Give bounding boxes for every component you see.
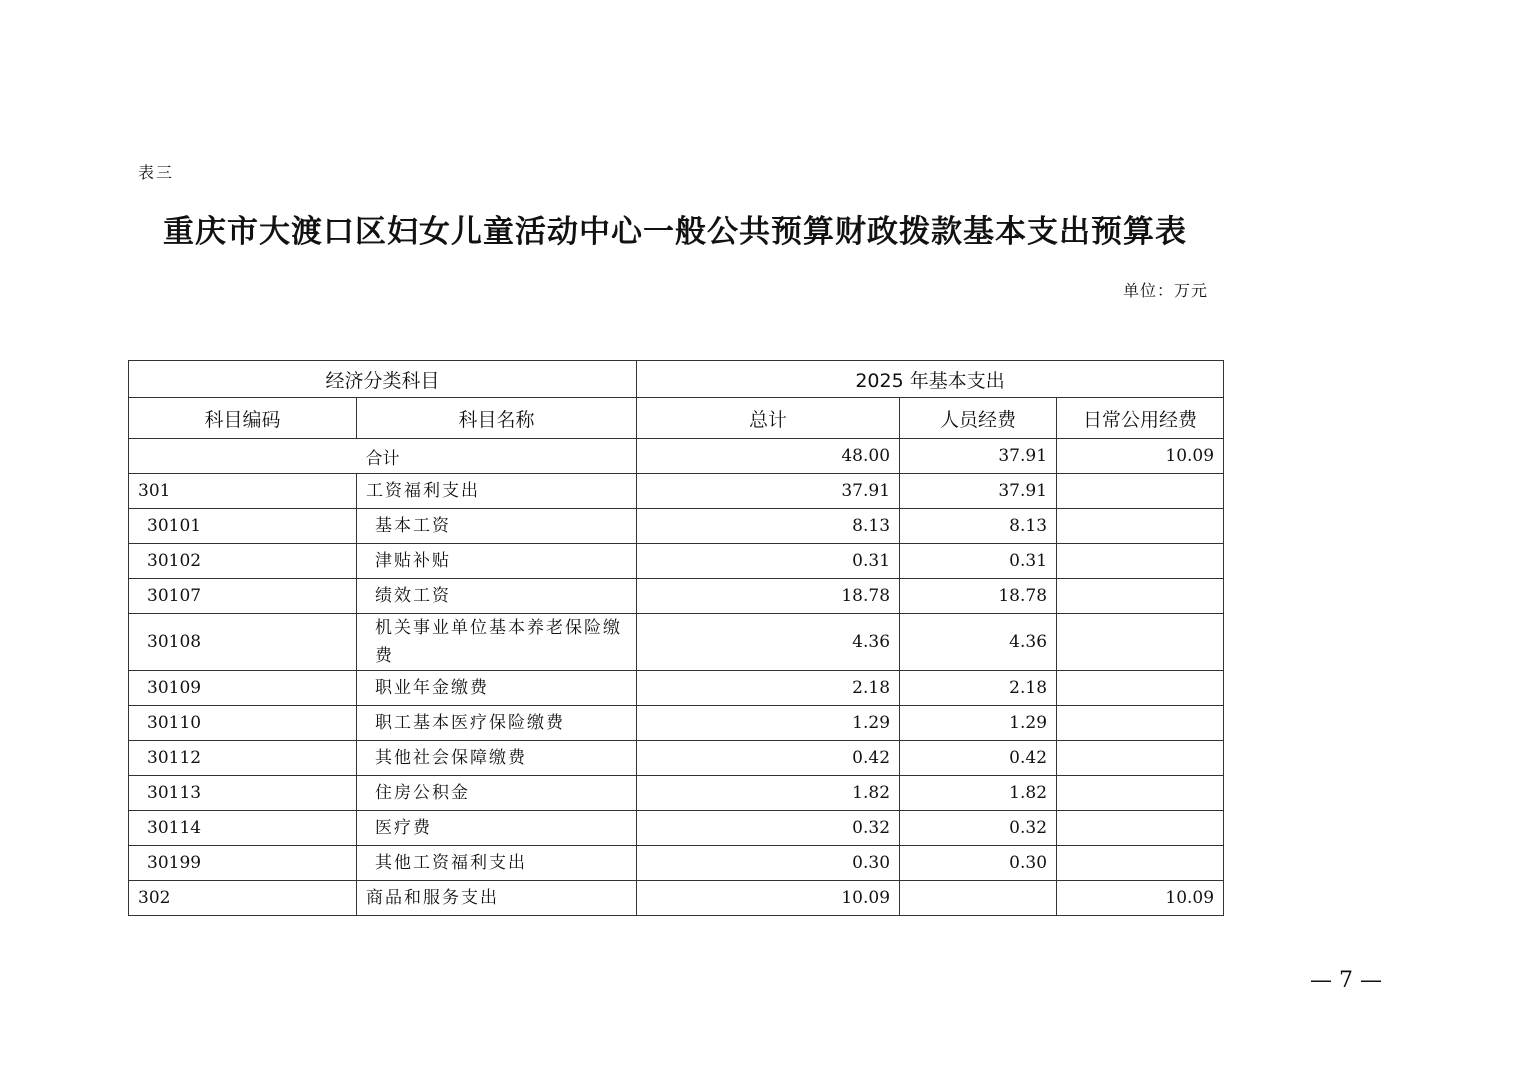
budget-table (128, 360, 1224, 916)
unit-note: 单位：万元 (1123, 281, 1209, 300)
cell-total: 10.09 (637, 881, 900, 916)
cell-code: 30107 (129, 579, 357, 614)
cell-name: 其他工资福利支出 (357, 846, 637, 881)
total-public: 10.09 (1057, 439, 1224, 474)
cell-total: 0.31 (637, 544, 900, 579)
cell-name: 职工基本医疗保险缴费 (357, 706, 637, 741)
page-title: 重庆市大渡口区妇女儿童活动中心一般公共预算财政拨款基本支出预算表 (163, 214, 1187, 250)
column-header-total: 总计 (637, 398, 900, 439)
table-row (129, 671, 1224, 706)
total-label: 合计 (129, 439, 637, 474)
table-row (129, 881, 1224, 916)
total-amount: 48.00 (637, 439, 900, 474)
cell-total: 18.78 (637, 579, 900, 614)
cell-personnel: 0.30 (900, 846, 1057, 881)
column-header-row (129, 398, 1224, 439)
cell-code: 30102 (129, 544, 357, 579)
cell-public (1057, 474, 1224, 509)
table-row (129, 776, 1224, 811)
cell-total: 0.30 (637, 846, 900, 881)
cell-total: 1.29 (637, 706, 900, 741)
cell-total: 8.13 (637, 509, 900, 544)
cell-name: 医疗费 (357, 811, 637, 846)
cell-name: 住房公积金 (357, 776, 637, 811)
column-header-code: 科目编码 (129, 398, 357, 439)
cell-name: 商品和服务支出 (357, 881, 637, 916)
cell-personnel (900, 881, 1057, 916)
cell-personnel: 1.82 (900, 776, 1057, 811)
cell-public: 10.09 (1057, 881, 1224, 916)
cell-personnel: 0.31 (900, 544, 1057, 579)
cell-personnel: 4.36 (900, 614, 1057, 671)
cell-code: 30114 (129, 811, 357, 846)
cell-personnel: 8.13 (900, 509, 1057, 544)
page-number: — 7 — (1310, 968, 1382, 993)
cell-personnel: 2.18 (900, 671, 1057, 706)
total-row (129, 439, 1224, 474)
cell-total: 0.32 (637, 811, 900, 846)
cell-public (1057, 776, 1224, 811)
table-row (129, 579, 1224, 614)
table-row (129, 706, 1224, 741)
cell-total: 0.42 (637, 741, 900, 776)
cell-public (1057, 846, 1224, 881)
cell-name: 其他社会保障缴费 (357, 741, 637, 776)
cell-public (1057, 544, 1224, 579)
cell-public (1057, 741, 1224, 776)
cell-name: 职业年金缴费 (357, 671, 637, 706)
table-row (129, 509, 1224, 544)
table-row (129, 846, 1224, 881)
cell-public (1057, 579, 1224, 614)
cell-name: 津贴补贴 (357, 544, 637, 579)
cell-code: 30112 (129, 741, 357, 776)
cell-name: 机关事业单位基本养老保险缴费 (357, 614, 637, 671)
table-row (129, 741, 1224, 776)
table-row (129, 811, 1224, 846)
group-header-row (129, 361, 1224, 398)
cell-public (1057, 706, 1224, 741)
cell-public (1057, 811, 1224, 846)
cell-code: 30108 (129, 614, 357, 671)
cell-total: 4.36 (637, 614, 900, 671)
table-label: 表三 (138, 163, 175, 182)
cell-total: 1.82 (637, 776, 900, 811)
cell-code: 30109 (129, 671, 357, 706)
cell-total: 37.91 (637, 474, 900, 509)
table-row (129, 614, 1224, 671)
table-row (129, 474, 1224, 509)
cell-total: 2.18 (637, 671, 900, 706)
cell-personnel: 1.29 (900, 706, 1057, 741)
cell-personnel: 37.91 (900, 474, 1057, 509)
cell-personnel: 0.42 (900, 741, 1057, 776)
cell-code: 30110 (129, 706, 357, 741)
cell-personnel: 0.32 (900, 811, 1057, 846)
cell-public (1057, 671, 1224, 706)
cell-personnel: 18.78 (900, 579, 1057, 614)
table-row (129, 544, 1224, 579)
column-header-public: 日常公用经费 (1057, 398, 1224, 439)
total-personnel: 37.91 (900, 439, 1057, 474)
cell-code: 30113 (129, 776, 357, 811)
column-header-personnel: 人员经费 (900, 398, 1057, 439)
cell-name: 基本工资 (357, 509, 637, 544)
cell-code: 301 (129, 474, 357, 509)
cell-name: 工资福利支出 (357, 474, 637, 509)
cell-public (1057, 509, 1224, 544)
group-header-classification: 经济分类科目 (129, 361, 637, 398)
group-header-expenditure: 2025 年基本支出 (637, 361, 1224, 398)
cell-name: 绩效工资 (357, 579, 637, 614)
cell-code: 30101 (129, 509, 357, 544)
cell-code: 302 (129, 881, 357, 916)
cell-code: 30199 (129, 846, 357, 881)
cell-public (1057, 614, 1224, 671)
column-header-name: 科目名称 (357, 398, 637, 439)
